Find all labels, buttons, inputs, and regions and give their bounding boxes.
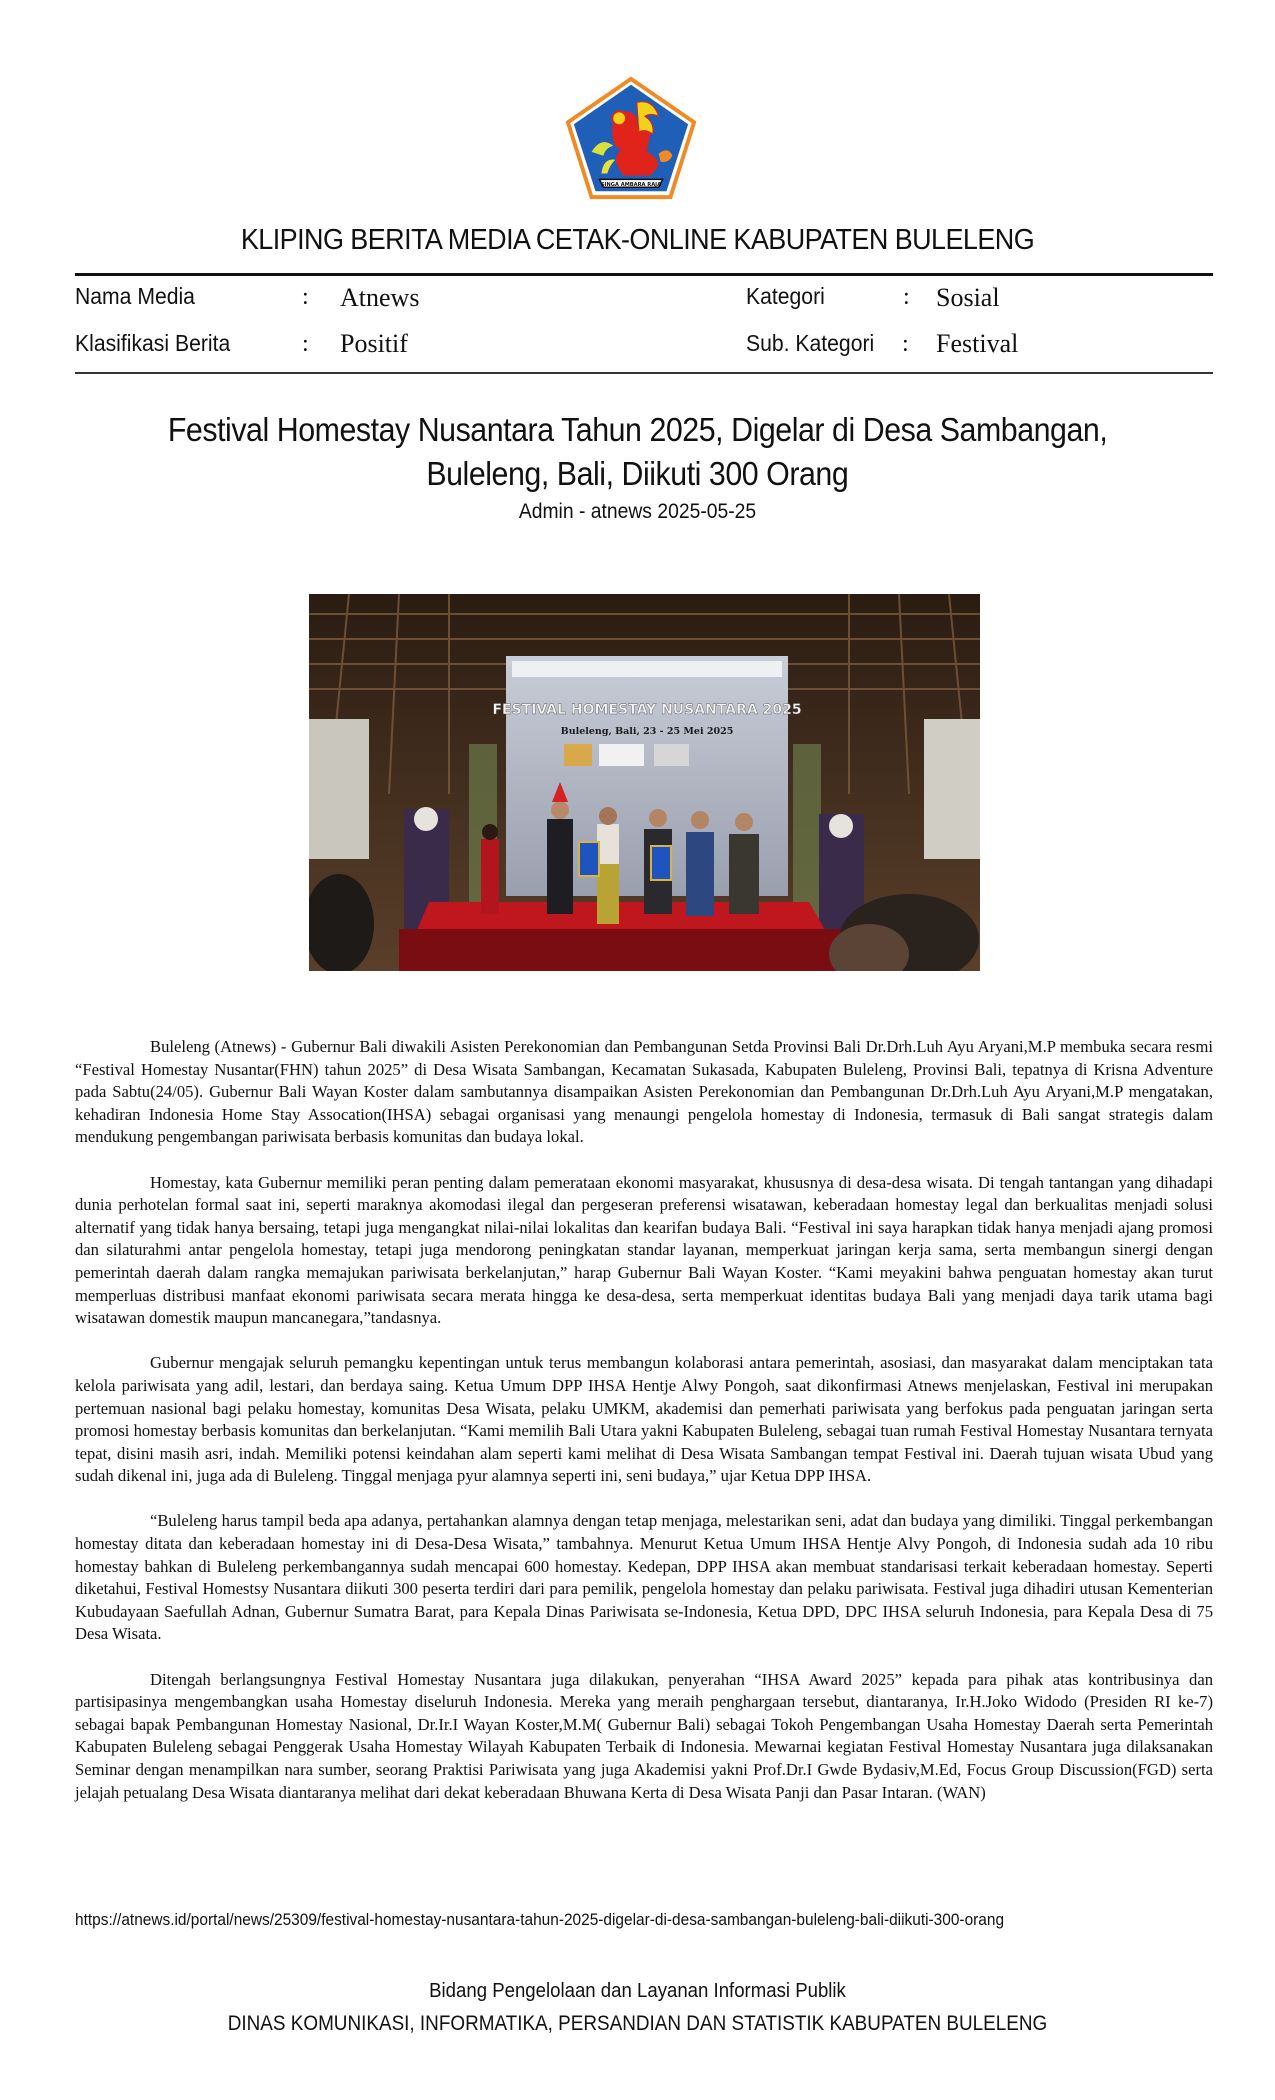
article-headline [60,408,1215,496]
article-paragraph: Homestay, kata Gubernur memiliki peran penting dalam pemerataan ekonomi masyarakat, khususnya di desa-desa wisata. Di tengah tantangan yang dihadapi dunia perhotelan formal saat ini, seperti maraknya akomodasi ilegal dan pergeseran preferensi wisatawan, keberadaan homestay legal dan berkualitas menjadi solusi alternatif yang tidak hanya bersaing, tetapi juga mengangkat nilai-nilai lokalitas dan kearifan budaya Bali. “Festival ini saya harapkan tidak hanya menjadi ajang promosi dan silaturahmi antar pengelola homestay, tetapi juga mendorong peningkatan standar layanan, memperkuat jaringan kerja sama, serta membangun sinergi dengan pemerintah daerah dalam rangka memajukan pariwisata berkelanjutan,” harap Gubernur Bali Wayan Koster. “Kami meyakini bahwa penguatan homestay akan turut memperluas distribusi manfaat ekonomi pariwisata secara merata hingga ke desa-desa, serta memperkuat identitas budaya Bali yang menjadi daya tarik utama bagi wisatawan domestik maupun mancanegara,”tandasnya. [75,1172,1213,1328]
meta-label-kategori: Kategori [746,283,825,309]
header-divider-top [75,273,1213,276]
meta-value-sub-kategori: Festival [936,329,1019,358]
banner-title: FESTIVAL HOMESTAY NUSANTARA 2025 [492,702,802,718]
emblem-motto: SINGA AMBARA RAJA [600,181,662,188]
meta-colon: : [902,331,909,357]
article-paragraph: Gubernur mengajak seluruh pemangku kepentingan untuk terus membangun kolaborasi antara pemerintah, asosiasi, dan masyarakat dalam menciptakan tata kelola pariwisata yang adil, lestari, dan berdaya saing. Ketua Umum DPP IHSA Hentje Alwy Pongoh, saat dikonfirmasi Atnews menjelaskan, Festival ini merupakan pertemuan nasional bagi pelaku homestay, komunitas Desa Wisata, pelaku UMKM, akademisi dan pemerhati pariwisata yang berfokus pada penguatan jaringan serta promosi homestay berbasis komunitas dan berkelanjutan. “Kami memilih Bali Utara yakni Kabupaten Buleleng, sebagai tuan rumah Festival Homestay Nusantara ternyata tepat, disini masih asri, indah. Memiliki potensi keindahan alam seperti kami melihat di Desa Wisata Sambangan tempat Festival ini. Daerah tujuan wisata Ubud yang sudah dikenal ini, juga ada di Buleleng. Tinggal menjaga pyur alamnya seperti ini, seni budaya,” ujar Ketua DPP IHSA. [75,1353,1213,1486]
header-divider-bottom [75,372,1213,374]
meta-value-kategori: Sosial [936,283,1000,312]
buleleng-regency-emblem-icon [562,74,700,204]
headline-line-1: Festival Homestay Nusantara Tahun 2025, Digelar di Desa Sambangan, [167,411,1108,448]
headline-line-2: Buleleng, Bali, Diikuti 300 Orang [426,455,849,492]
meta-label-nama-media: Nama Media [75,283,195,309]
article-body [75,1036,1213,1827]
footer-department: Bidang Pengelolaan dan Layanan Informasi Publik [429,1980,846,2002]
article-paragraph: “Buleleng harus tampil beda apa adanya, pertahankan alamnya dengan tetap menjaga, melestarikan seni, adat dan budaya yang dimiliki. Tinggal perkembangan homestay ditata dan keberadaan homestay ini di Desa-Desa Wisata,” tambahnya. Menurut Ketua Umum IHSA Hentje Alvy Pongoh, di Indonesia sudah ada 10 ribu homestay bahkan di Buleleng perkembangannya sudah mencapai 600 homestay. Kedepan, DPP IHSA akan membuat standarisasi terkait keberadaan homestay. Seperti diketahui, Festival Homestsy Nusantara diikuti 300 peserta terdiri dari para pemilik, pengelola homestay dan pelaku pariwisata. Festival juga dihadiri utusan Kementerian Kubudayaan Saefullah Adnan, Gubernur Sumatra Barat, para Kepala Dinas Pariwisata se-Indonesia, Ketua DPD, DPC IHSA seluruh Indonesia, para Kepala Desa di 75 Desa Wisata. [75,1511,1213,1644]
article-byline: Admin - atnews 2025-05-25 [518,500,757,523]
meta-label-sub-kategori: Sub. Kategori [746,330,875,356]
article-photo [309,594,980,971]
meta-label-klasifikasi-berita: Klasifikasi Berita [75,330,231,356]
banner-subtitle: Buleleng, Bali, 23 - 25 Mei 2025 [560,726,734,737]
document-title: KLIPING BERITA MEDIA CETAK-ONLINE KABUPATEN BULELENG [240,224,1035,256]
article-paragraph: Ditengah berlangsungnya Festival Homestay Nusantara juga dilakukan, penyerahan “IHSA Award 2025” kepada para pihak atas kontribusinya dan partisipasinya mengembangkan usaha Homestay diseluruh Indonesia. Mereka yang meraih penghargaan tersebut, diantaranya, Ir.H.Joko Widodo (Presiden RI ke-7) sebagai bapak Pembangunan Homestay Nasional, Dr.Ir.I Wayan Koster,M.M( Gubernur Bali) sebagai Tokoh Pengembangan Usaha Homestay Daerah serta Pemerintah Kabupaten Buleleng sebagai Penggerak Usaha Homestay Wilayah Kabupaten Terbaik di Indonesia. Mewarnai kegiatan Festival Homestay Nusantara juga dilaksanakan Seminar dengan menampilkan nara sumber, seorang Praktisi Pariwisata yang juga Akademisi yakni Prof.Dr.I Gwde Bydasiv,M.Ed, Focus Group Discussion(FGD) serta jelajah petualang Desa Wisata diantaranya melihat dari dekat keberadaan Bhuwana Kerta di Desa Wisata Panji dan Pasar Intaran. (WAN) [75,1669,1213,1802]
meta-colon: : [302,331,309,357]
meta-colon: : [302,284,309,310]
meta-value-klasifikasi-berita: Positif [340,329,408,358]
footer-agency: DINAS KOMUNIKASI, INFORMATIKA, PERSANDIAN DAN STATISTIK KABUPATEN BULELENG [227,2012,1048,2035]
source-url-link[interactable]: https://atnews.id/portal/news/25309/festival-homestay-nusantara-tahun-2025-digelar-di-desa-sambangan-buleleng-bali-diikuti-300-orang [75,1910,1005,1929]
meta-colon: : [903,284,910,310]
meta-value-nama-media: Atnews [340,283,420,312]
article-paragraph: Buleleng (Atnews) - Gubernur Bali diwakili Asisten Perekonomian dan Pembangunan Setda Provinsi Bali Dr.Drh.Luh Ayu Aryani,M.P membuka secara resmi “Festival Homestay Nusantar(FHN) tahun 2025” di Desa Wisata Sambangan, Kecamatan Sukasada, Kabupaten Buleleng, Provinsi Bali, tepatnya di Krisna Adventure pada Sabtu(24/05). Gubernur Bali Wayan Koster dalam sambutannya disampaikan Asisten Perekonomian dan Pembangunan Dr.Drh.Luh Ayu Aryani,M.P mengatakan, kehadiran Indonesia Home Stay Assocation(IHSA) sebagai organisasi yang menaungi pengelola homestay di Indonesia, termasuk di Bali sangat strategis dalam mendukung pengembangan pariwisata berbasis komunitas dan budaya lokal. [75,1037,1213,1147]
